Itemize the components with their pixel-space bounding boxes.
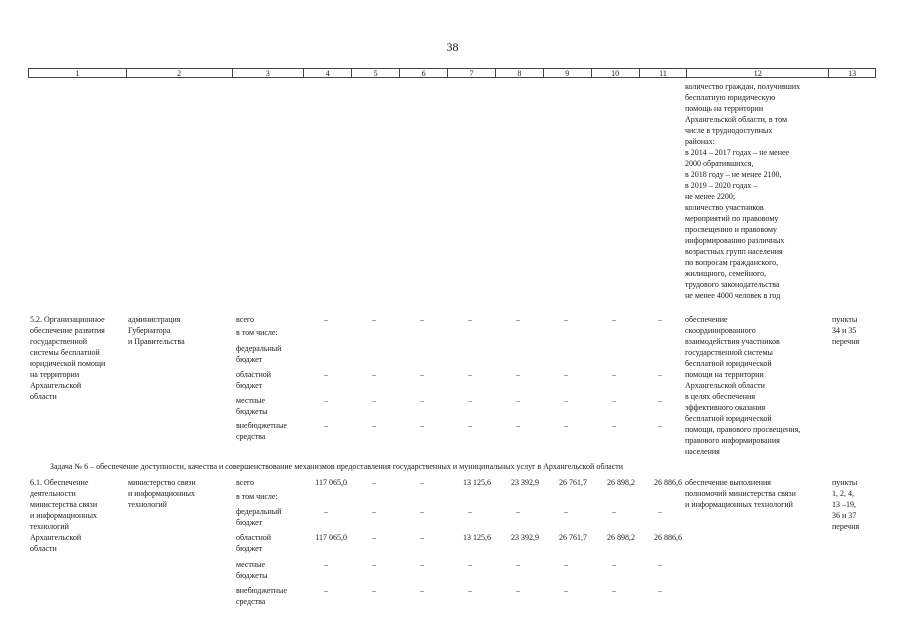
dash-value: – (564, 560, 568, 569)
dash-value: – (372, 586, 376, 595)
cell-line: жилищного, семейного, (685, 269, 767, 278)
cell-line: населения (685, 447, 720, 456)
cell-line: бесплатной юридической (685, 359, 772, 368)
col-header: 1 (29, 69, 127, 77)
dash-value: – (372, 370, 376, 379)
dash-value: – (420, 478, 424, 487)
amount-value: 26 761,7 (559, 478, 587, 487)
cell-line: пункты (832, 315, 858, 324)
cell-line: 6.1. Обеспечение (30, 478, 89, 487)
cell-line: помощи на территории (685, 370, 764, 379)
dash-value: – (324, 370, 328, 379)
cell-line: информированию различных (685, 236, 785, 245)
cell-line: системы бесплатной (30, 348, 100, 357)
dash-value: – (516, 507, 520, 516)
cell-line: Архангельской области, в том (685, 115, 788, 124)
cell-line: в 2019 – 2020 годах – (685, 181, 758, 190)
col-header: 13 (848, 69, 857, 78)
col-header: 6 (400, 69, 448, 77)
amount-value: 23 392,9 (511, 478, 539, 487)
cell-line: обеспечение развития (30, 326, 105, 335)
cell-line: юридической помощи (30, 359, 106, 368)
funding-source: местные (236, 396, 266, 405)
cell-line: области (30, 544, 57, 553)
dash-value: – (658, 507, 662, 516)
cell-line: мероприятий по правовому (685, 214, 779, 223)
dash-value: – (516, 370, 520, 379)
cell-line: взаимодействия участников (685, 337, 780, 346)
dash-value: – (420, 533, 424, 542)
amount-value: 26 898,2 (607, 478, 635, 487)
dash-value: – (372, 478, 376, 487)
col-header: 12 (687, 69, 829, 77)
dash-value: – (324, 507, 328, 516)
amount-value: 26 761,7 (559, 533, 587, 542)
funding-source: внебюджетные (236, 421, 287, 430)
dash-value: – (468, 396, 472, 405)
dash-value: – (564, 421, 568, 430)
cell-line: и Правительства (128, 337, 185, 346)
cell-line: и информационных (30, 511, 97, 520)
funding-source: в том числе: (236, 492, 278, 501)
amount-value: 26 898,2 (607, 533, 635, 542)
cell-line: 13 –19, (832, 500, 856, 509)
col-header: 11 (640, 69, 688, 77)
task-6-heading: Задача № 6 – обеспечение доступности, качества и совершенствование механизмов предоставления государственных и муниципальных услуг в Архангельской области (50, 462, 624, 471)
amount-value: 26 886,6 (654, 533, 682, 542)
dash-value: – (324, 586, 328, 595)
dash-value: – (420, 560, 424, 569)
cell-line: в 2014 – 2017 годах – не менее (685, 148, 790, 157)
column-number-header (28, 68, 876, 78)
dash-value: – (564, 586, 568, 595)
cell-line: не менее 4000 человек в год (685, 291, 781, 300)
cell-line: не менее 2200; (685, 192, 736, 201)
cell-line: 2000 обратившихся, (685, 159, 754, 168)
cell-line: министерства связи (30, 500, 98, 509)
cell-line: числе в труднодоступных (685, 126, 773, 135)
cell-line: бесплатную юридическую (685, 93, 776, 102)
funding-source: средства (236, 432, 266, 441)
amount-value: 117 065,0 (315, 478, 347, 487)
dash-value: – (516, 586, 520, 595)
cell-line: помощи, правового просвещения, (685, 425, 801, 434)
cell-line: перечня (832, 337, 860, 346)
cell-line: Архангельской (30, 381, 82, 390)
cell-line: администрация (128, 315, 181, 324)
dash-value: – (468, 421, 472, 430)
dash-value: – (612, 421, 616, 430)
cell-line: министерство связи (128, 478, 196, 487)
funding-source: бюджет (236, 544, 263, 553)
page-number: 38 (446, 40, 459, 54)
dash-value: – (658, 560, 662, 569)
cell-line: скоординированного (685, 326, 756, 335)
col-header: 7 (448, 69, 496, 77)
funding-source: внебюджетные (236, 586, 287, 595)
col-header: 9 (544, 69, 592, 77)
dash-value: – (658, 421, 662, 430)
cell-line: технологий (128, 500, 167, 509)
cell-line: правового информирования (685, 436, 780, 445)
cell-line: просвещению и правовому (685, 225, 778, 234)
cell-line: возрастных групп населения (685, 247, 783, 256)
cell-line: государственной системы (685, 348, 773, 357)
dash-value: – (420, 507, 424, 516)
dash-value: – (564, 507, 568, 516)
dash-value: – (658, 370, 662, 379)
dash-value: – (372, 396, 376, 405)
dash-value: – (468, 560, 472, 569)
dash-value: – (324, 315, 328, 324)
col-header: 2 (127, 69, 233, 77)
dash-value: – (372, 315, 376, 324)
dash-value: – (420, 396, 424, 405)
dash-value: – (372, 560, 376, 569)
amount-value: 13 125,6 (463, 478, 491, 487)
dash-value: – (468, 315, 472, 324)
cell-line: обеспечение выполнения (685, 478, 771, 487)
dash-value: – (516, 315, 520, 324)
cell-line: по вопросам гражданского, (685, 258, 779, 267)
dash-value: – (658, 396, 662, 405)
dash-value: – (420, 421, 424, 430)
dash-value: – (658, 315, 662, 324)
funding-source: местные (236, 560, 266, 569)
cell-line: на территории (30, 370, 80, 379)
dash-value: – (612, 315, 616, 324)
dash-value: – (420, 370, 424, 379)
dash-value: – (516, 396, 520, 405)
dash-value: – (324, 560, 328, 569)
dash-value: – (658, 586, 662, 595)
dash-value: – (612, 507, 616, 516)
cell-line: эффективного оказания (685, 403, 766, 412)
funding-source: бюджет (236, 355, 263, 364)
cell-line: Губернатора (128, 326, 171, 335)
cell-line: в 2018 году – не менее 2100, (685, 170, 782, 179)
col-header: 4 (304, 69, 352, 77)
col-header: 8 (496, 69, 544, 77)
dash-value: – (468, 370, 472, 379)
cell-line: 1, 2, 4, (832, 489, 854, 498)
cell-line: в целях обеспечения (685, 392, 755, 401)
cell-line: 36 и 37 (832, 511, 857, 520)
funding-source: федеральный (236, 344, 282, 353)
dash-value: – (372, 421, 376, 430)
cell-line: и информационных технологий (685, 500, 793, 509)
dash-value: – (612, 560, 616, 569)
amount-value: 13 125,6 (463, 533, 491, 542)
cell-line: обеспечение (685, 315, 728, 324)
cell-line: количество граждан, получивших (685, 82, 801, 91)
dash-value: – (516, 421, 520, 430)
cell-line: государственной (30, 337, 88, 346)
funding-source: бюджет (236, 518, 263, 527)
funding-source: всего (236, 478, 255, 487)
cell-line: перечня (832, 522, 860, 531)
funding-source: областной (236, 370, 272, 379)
dash-value: – (372, 533, 376, 542)
col-header: 3 (233, 69, 305, 77)
cell-line: бесплатной юридической (685, 414, 772, 423)
cell-line: полномочий министерства связи (685, 489, 796, 498)
dash-value: – (564, 370, 568, 379)
dash-value: – (324, 396, 328, 405)
cell-line: области (30, 392, 57, 401)
funding-source: федеральный (236, 507, 282, 516)
dash-value: – (612, 586, 616, 595)
dash-value: – (612, 396, 616, 405)
funding-source: бюджеты (236, 407, 268, 416)
cell-line: 5.2. Организационное (30, 315, 105, 324)
cell-line: 34 и 35 (832, 326, 857, 335)
col-header: 10 (592, 69, 640, 77)
cell-line: технологий (30, 522, 69, 531)
funding-source: в том числе: (236, 328, 278, 337)
amount-value: 26 886,6 (654, 478, 682, 487)
col-header: 5 (352, 69, 400, 77)
funding-source: средства (236, 597, 266, 606)
dash-value: – (468, 586, 472, 595)
amount-value: 23 392,9 (511, 533, 539, 542)
funding-source: всего (236, 315, 255, 324)
cell-line: пункты (832, 478, 858, 487)
dash-value: – (612, 370, 616, 379)
dash-value: – (564, 396, 568, 405)
dash-value: – (372, 507, 376, 516)
dash-value: – (468, 507, 472, 516)
cell-line: районах: (685, 137, 715, 146)
cell-line: Архангельской области (685, 381, 765, 390)
cell-line: и информационных (128, 489, 195, 498)
amount-value: 117 065,0 (315, 533, 347, 542)
dash-value: – (324, 421, 328, 430)
funding-source: областной (236, 533, 272, 542)
dash-value: – (420, 586, 424, 595)
cell-line: трудового законодательства (685, 280, 780, 289)
cell-line: деятельности (30, 489, 76, 498)
cell-line: помощь на территории (685, 104, 764, 113)
funding-source: бюджет (236, 381, 263, 390)
funding-source: бюджеты (236, 571, 268, 580)
dash-value: – (516, 560, 520, 569)
dash-value: – (564, 315, 568, 324)
cell-line: количество участников (685, 203, 764, 212)
dash-value: – (420, 315, 424, 324)
cell-line: Архангельской (30, 533, 82, 542)
